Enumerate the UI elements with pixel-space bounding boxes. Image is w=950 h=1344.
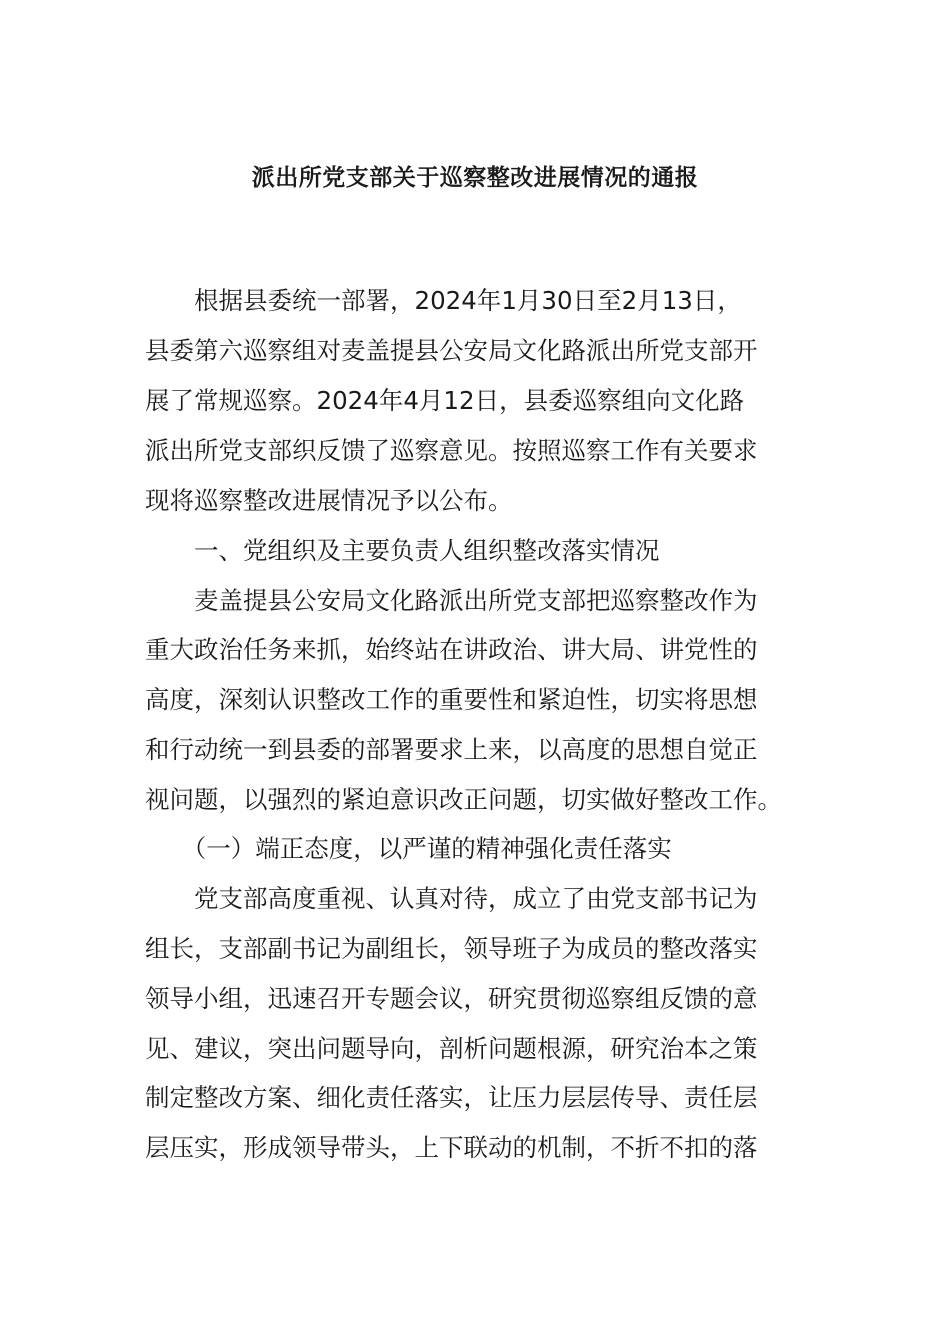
section-heading: 一、党组织及主要负责人组织整改落实情况 [145, 536, 660, 565]
body-line: 麦盖提县公安局文化路派出所党支部把巡察整改作为 [145, 586, 758, 615]
subsection-heading: （一）端正态度，以严谨的精神强化责任落实 [145, 834, 672, 863]
body-line: 见、建议，突出问题导向，剖析问题根源，研究治本之策 [145, 1034, 758, 1063]
body-line: 展了常规巡察。2024年4月12日，县委巡察组向文化路 [145, 386, 745, 415]
body-line: 制定整改方案、细化责任落实，让压力层层传导、责任层 [145, 1083, 758, 1112]
body-line: 党支部高度重视、认真对待，成立了由党支部书记为 [145, 884, 758, 913]
body-line: 现将巡察整改进展情况予以公布。 [145, 486, 513, 515]
body-line: 根据县委统一部署，2024年1月30日至2月13日， [145, 286, 742, 315]
body-line: 和行动统一到县委的部署要求上来，以高度的思想自觉正 [145, 735, 758, 764]
body-line: 层压实，形成领导带头，上下联动的机制，不折不扣的落 [145, 1133, 758, 1162]
body-line: 组长，支部副书记为副组长，领导班子为成员的整改落实 [145, 934, 758, 963]
body-line: 县委第六巡察组对麦盖提县公安局文化路派出所党支部开 [145, 336, 758, 365]
document-title: 派出所党支部关于巡察整改进展情况的通报 [251, 165, 699, 191]
body-line: 高度，深刻认识整改工作的重要性和紧迫性，切实将思想 [145, 685, 758, 714]
body-line: 重大政治任务来抓，始终站在讲政治、讲大局、讲党性的 [145, 635, 758, 664]
body-line: 视问题，以强烈的紧迫意识改正问题，切实做好整改工作。 [145, 785, 782, 814]
body-line: 领导小组，迅速召开专题会议，研究贯彻巡察组反馈的意 [145, 984, 758, 1013]
body-line: 派出所党支部织反馈了巡察意见。按照巡察工作有关要求 [145, 436, 758, 465]
